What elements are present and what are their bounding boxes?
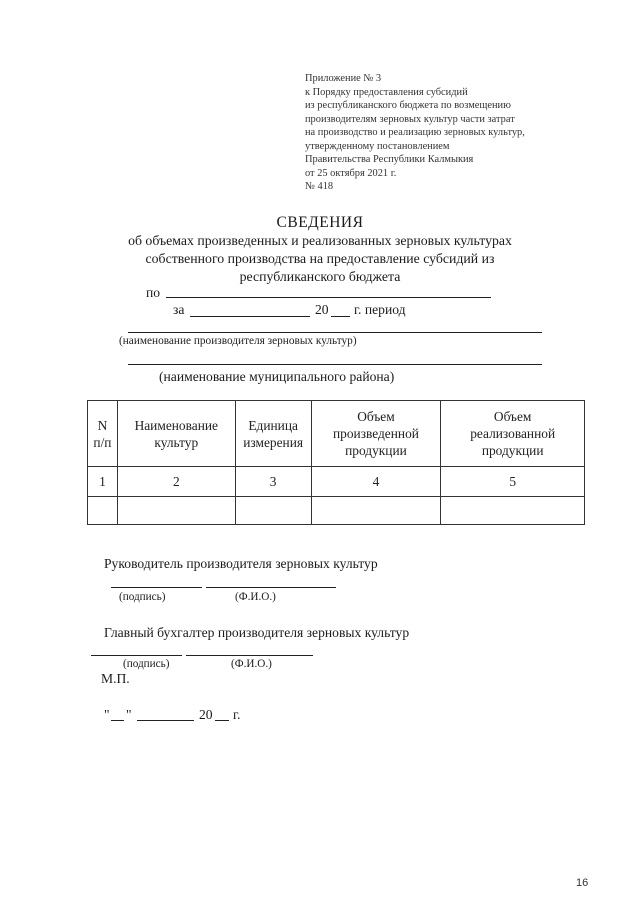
header-cell-sold [441,401,585,467]
date-close-quote: " [126,707,132,722]
district-name-line[interactable] [128,364,542,365]
appendix-line: из республиканского бюджета по возмещению [305,100,511,111]
appendix-line: Правительства Республики Калмыкия [305,154,474,165]
table-cell-empty[interactable] [117,497,235,525]
accountant-sign-caption: (подпись) [123,658,170,670]
column-number-cell: 4 [311,467,441,497]
table-cell-empty[interactable] [235,497,311,525]
head-signature-line[interactable] [111,587,202,588]
header-text: N п/п [93,417,112,450]
appendix-line: Приложение № 3 [305,73,382,84]
appendix-line: № 418 [305,181,334,192]
header-cell-crop [117,401,235,467]
table-row [88,467,585,497]
district-caption: (наименование муниципального района) [159,369,395,384]
page-number: 16 [576,877,589,889]
table-cell-empty[interactable] [311,497,441,525]
date-day-line[interactable] [111,720,124,721]
header-cell-unit [235,401,311,467]
accountant-name-caption: (Ф.И.О.) [231,658,272,670]
header-text: Единица измерения [243,417,304,450]
column-number-cell: 5 [441,467,585,497]
year-prefix: 20 [315,302,329,317]
table-row [88,497,585,525]
accountant-signature-line[interactable] [91,655,182,656]
producer-name-line[interactable] [128,332,542,333]
header-cell-number [88,401,118,467]
subtitle-line: собственного производства на предоставление субсидий из [145,251,495,266]
appendix-line: к Порядку предоставления субсидий [305,86,468,98]
date-open-quote: " [104,707,110,722]
appendix-line: утвержденному постановлением [305,140,450,152]
header-text: Объем произведенной продукции [332,409,419,458]
date-year-prefix: 20 [199,707,213,722]
po-label: по [146,285,161,300]
header-cell-produced [311,401,441,467]
subtitle-line: об объемах произведенных и реализованных зерновых культурах [128,233,512,248]
accountant-title: Главный бухгалтер производителя зерновых культур [104,625,410,640]
head-name-caption: (Ф.И.О.) [235,591,276,603]
column-number-cell: 3 [235,467,311,497]
accountant-name-line[interactable] [186,655,313,656]
header-text: Объем реализованной продукции [470,409,556,458]
column-number-cell: 2 [117,467,235,497]
table-header-row [88,401,585,467]
period-blank-line[interactable] [190,316,310,317]
header-text: Наименование культур [134,417,218,450]
appendix-line: производителям зерновых культур части затрат [305,113,515,125]
head-sign-caption: (подпись) [119,591,166,603]
table-cell-empty[interactable] [441,497,585,525]
year-blank-line[interactable] [331,316,350,317]
table-cell-empty[interactable] [88,497,118,525]
subtitle-line: республиканского бюджета [239,269,401,284]
column-number-cell: 1 [88,467,118,497]
stamp-place: М.П. [101,671,130,686]
document-title: СВЕДЕНИЯ [276,214,364,231]
date-suffix: г. [233,707,241,722]
date-year-line[interactable] [215,720,229,721]
period-suffix: г. период [354,302,406,317]
appendix-header [305,72,625,194]
po-blank-line[interactable] [166,297,491,298]
document-subtitle [60,232,580,286]
producer-caption: (наименование производителя зерновых культур) [119,335,357,347]
production-table [87,400,585,525]
appendix-line: от 25 октября 2021 г. [305,167,397,179]
head-title: Руководитель производителя зерновых культур [104,556,378,571]
date-month-line[interactable] [137,720,194,721]
appendix-line: на производство и реализацию зерновых культур, [305,127,525,138]
za-label: за [173,302,185,317]
head-name-line[interactable] [206,587,336,588]
